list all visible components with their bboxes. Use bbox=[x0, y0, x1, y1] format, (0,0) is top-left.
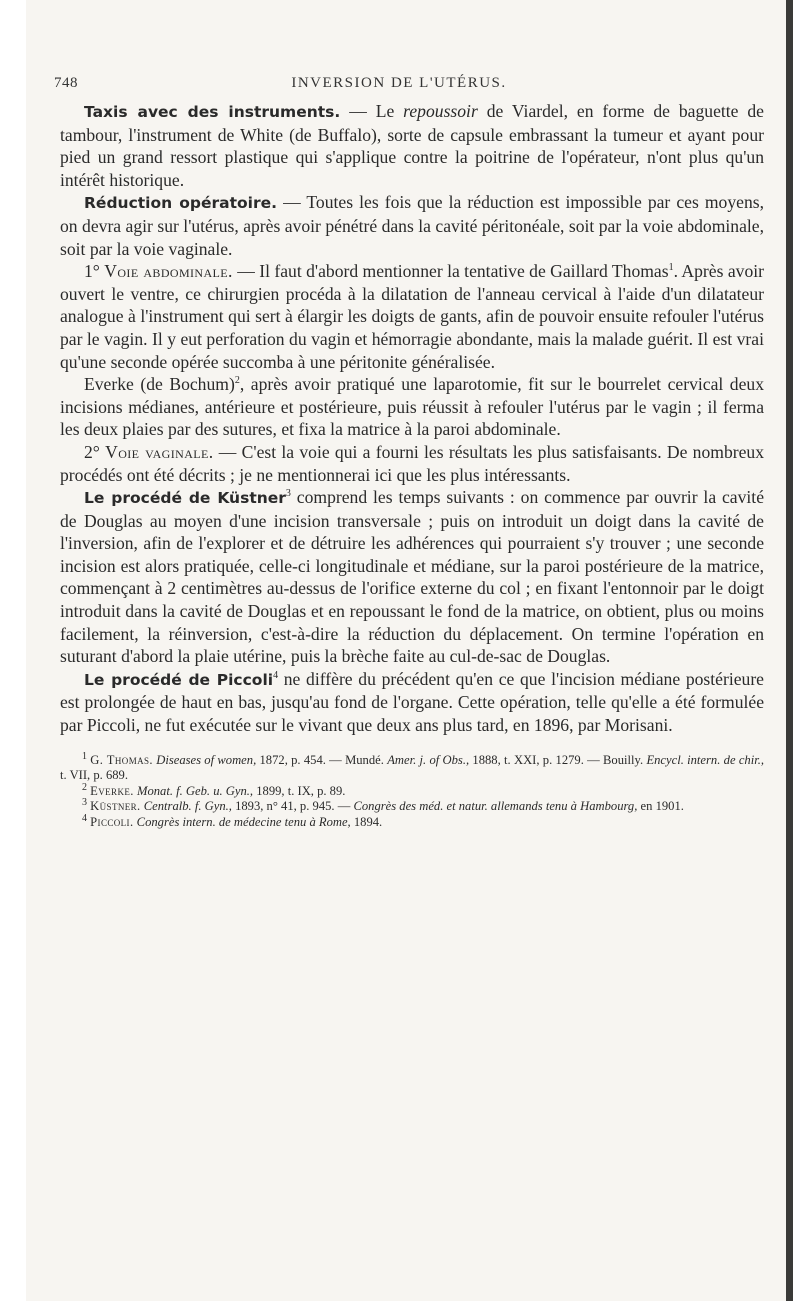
footnote-text: 1893, n° 41, p. 945. — bbox=[231, 799, 354, 814]
paragraph-reduction bbox=[60, 191, 764, 260]
footnote-title: Monat. f. Geb. u. Gyn., bbox=[136, 783, 254, 798]
footnote-text: 1888, t. XXI, p. 1279. — Bouilly. bbox=[469, 752, 647, 767]
text: , après avoir pratiqué une laparotomie, fit sur le bourrelet cervical deux incisions médianes, antérieure et postérieure, puis réussit à refouler l'utérus par le vagin ; il ferma les deux plaies par des sutures, et fixa la matrice à la paroi abdominale. bbox=[60, 374, 764, 440]
footnote-mark: 1 bbox=[82, 750, 87, 762]
heading-kustner: Le procédé de Küstner bbox=[84, 489, 286, 508]
footnote bbox=[60, 750, 765, 784]
text: ne diffère du précédent qu'en ce que l'incision médiane postérieure est prolongée de haut en bas, jusqu'au fond de l'organe. Cette opération, telle qu'elle a été formulée par Piccoli, ne fut exécutée sur le vivant que deux ans plus tard, en 1896, par Morisani. bbox=[60, 668, 764, 736]
paragraph-voie-vaginale bbox=[60, 441, 764, 486]
footnote-title: Congrès des méd. et natur. allemands tenu à Hambourg, bbox=[353, 799, 638, 814]
footnote-text: 1894. bbox=[350, 814, 383, 829]
heading-piccoli: Le procédé de Piccoli bbox=[84, 670, 274, 689]
text: de Viardel, en forme de baguette de tambour, l'instrument de White (de Buffalo), sorte de capsule embrassant la tumeur et ayant pour pied un grand ressort plastique qui s'applique contre la poitrine de l'opérateur, n'ont plus qu'un intérêt historique. bbox=[60, 101, 764, 190]
page-header bbox=[26, 75, 772, 95]
page-body bbox=[60, 100, 764, 830]
footnote-author: Küstner. bbox=[90, 799, 141, 814]
text: — C'est la voie qui a fourni les résultats les plus satisfaisants. De nombreux procédés ont été décrits ; je ne mentionnerai ici que les plus intéressants. bbox=[60, 441, 764, 485]
page-number: 748 bbox=[54, 75, 78, 91]
footnote-text: t. VII, p. 689. bbox=[60, 768, 128, 783]
footnote-text: 1899, t. IX, p. 89. bbox=[253, 783, 346, 798]
footnote bbox=[60, 812, 764, 831]
text: . Après avoir ouvert le ventre, ce chirurgien procéda à la dilatation de l'anneau cervical à l'aide d'un dilatateur analogue à l'instrument qui sert à élargir les doigts de gants, afin de pouvoir ensuite refouler l'utérus par le vagin. Il y eut perforation du vagin et hémorragie abondante, mais la malade guérit. Il est vrai qu'une seconde opérée succomba à une péritonite généralisée. bbox=[60, 261, 764, 372]
heading-taxis: Taxis avec des instruments. bbox=[84, 103, 341, 121]
footnote-author: Piccoli. bbox=[90, 814, 134, 829]
footnotes bbox=[60, 750, 765, 831]
paragraph-everke bbox=[60, 373, 764, 441]
footnote-ref: 3 bbox=[285, 488, 291, 500]
footnote-text: 1872, p. 454. — Mundé. bbox=[256, 752, 388, 767]
section-number: 1° bbox=[84, 261, 105, 282]
heading-voie-abdominale: Voie abdominale. bbox=[104, 261, 233, 282]
footnote-mark: 3 bbox=[82, 796, 87, 808]
footnote-title: Diseases of women, bbox=[156, 752, 257, 767]
paragraph-voie-abdominale bbox=[60, 260, 764, 373]
footnote-ref: 1 bbox=[668, 262, 674, 274]
footnote-text: en 1901. bbox=[637, 799, 684, 814]
footnote-ref: 2 bbox=[234, 375, 240, 387]
footnote-title: Amer. j. of Obs., bbox=[387, 752, 470, 767]
footnote-title: Encycl. intern. de chir., bbox=[646, 752, 765, 767]
paragraph-taxis bbox=[60, 100, 764, 191]
footnote bbox=[60, 796, 764, 815]
footnote-title: Centralb. f. Gyn., bbox=[143, 799, 232, 814]
footnote-author: G. Thomas. bbox=[90, 752, 153, 767]
footnote-author: Everke. bbox=[90, 783, 134, 798]
footnote-ref: 4 bbox=[273, 669, 279, 681]
text: — Toutes les fois que la réduction est impossible par ces moyens, on devra agir sur l'utérus, après avoir pénétré dans la cavité péritonéale, soit par la voie abdominale, soit par la voie vaginale. bbox=[60, 192, 764, 259]
book-page bbox=[26, 0, 793, 1301]
text: — Le bbox=[340, 101, 404, 121]
running-title: INVERSION DE L'UTÉRUS. bbox=[291, 75, 507, 91]
section-number: 2° bbox=[84, 441, 106, 462]
text: — Il faut d'abord mentionner la tentative de Gaillard Thomas bbox=[232, 261, 669, 282]
footnote-mark: 4 bbox=[82, 812, 87, 824]
footnote-mark: 2 bbox=[82, 781, 87, 793]
text-italic: repoussoir bbox=[403, 101, 478, 121]
paragraph-piccoli bbox=[60, 668, 764, 737]
heading-reduction: Réduction opératoire. bbox=[84, 194, 278, 213]
heading-voie-vaginale: Voie vaginale. bbox=[105, 441, 214, 462]
footnote bbox=[60, 781, 764, 800]
text: comprend les temps suivants : on commence par ouvrir la cavité de Douglas au moyen d'une incision transversale ; puis on introduit un doigt dans la cavité de l'inversion, afin de l'explorer et de détruire les adhérences qui pourraient s'y trouver ; une seconde incision est alors pratiquée, celle-ci longitudinale et médiane, sur la paroi postérieure de la matrice, commençant à 2 centimètres au-dessus de l'orifice externe du col ; en fixant l'entonnoir par le doigt introduit dans la cavité de Douglas et en repoussant le fond de la matrice, on obtient, plus ou moins facilement, la réinversion, c'est-à-dire la réduction du déplacement. On termine l'opération en suturant d'abord la plaie utérine, puis la brèche faite au cul-de-sac de Douglas. bbox=[60, 487, 764, 667]
text: Everke (de Bochum) bbox=[84, 374, 235, 395]
paragraph-kustner bbox=[60, 486, 764, 668]
footnote-title: Congrès intern. de médecine tenu à Rome, bbox=[136, 814, 351, 829]
